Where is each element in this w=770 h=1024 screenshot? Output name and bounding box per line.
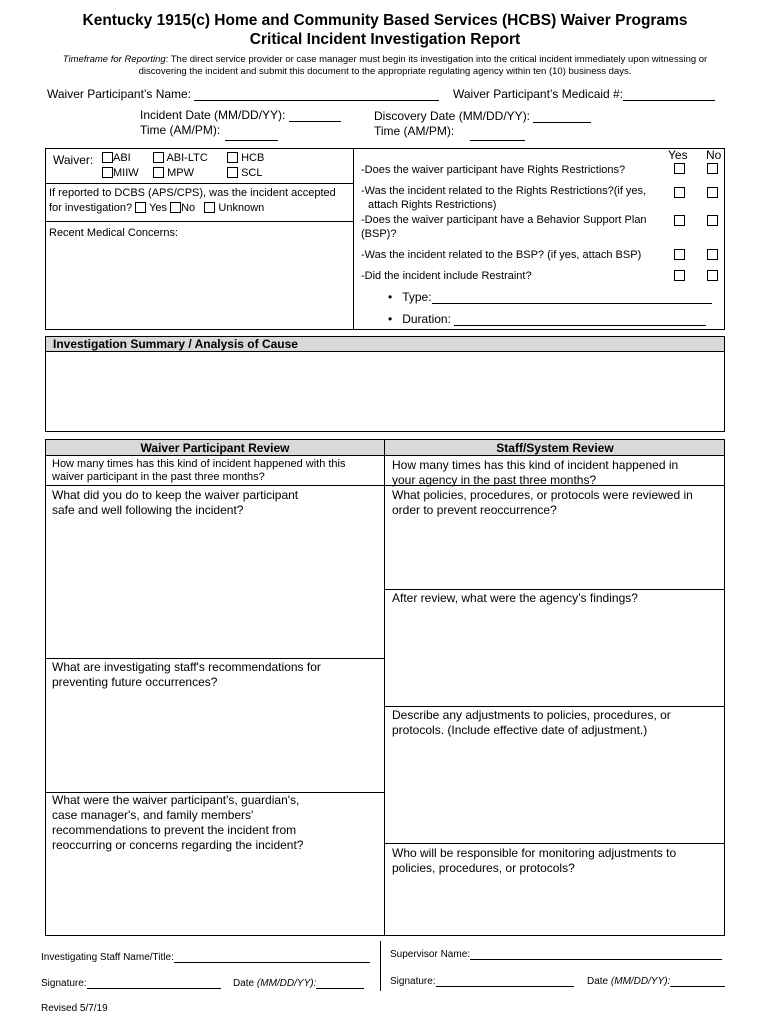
restraint-type-label: Type: — [402, 290, 432, 304]
restraint-duration-label: Duration: — [402, 312, 451, 326]
info-box-divider — [353, 148, 354, 330]
participant-name-field[interactable] — [47, 87, 439, 101]
staff-q1[interactable]: How many times has this kind of incident happened in your agency in the past three months? — [392, 458, 679, 487]
checkbox[interactable] — [102, 152, 113, 163]
rights-q2-yes-checkbox[interactable] — [674, 187, 685, 198]
row-divider — [384, 706, 725, 707]
staff-q3[interactable]: After review, what were the agency’s findings? — [392, 591, 638, 605]
staff-q4[interactable]: Describe any adjustments to policies, procedures, or protocols. (Include effective date of adjustment.) — [392, 708, 671, 737]
staff-q5[interactable]: Who will be responsible for monitoring adjustments to policies, procedures, or protocols? — [392, 846, 677, 875]
rights-q2-line2: attach Rights Restrictions) — [368, 199, 497, 211]
rights-q5-yes-checkbox[interactable] — [674, 270, 685, 281]
checkbox[interactable] — [227, 152, 238, 163]
row-divider — [384, 589, 725, 590]
checkbox[interactable] — [153, 152, 164, 163]
staff-name-field[interactable] — [41, 951, 370, 963]
checkbox[interactable] — [102, 167, 113, 178]
rights-q3-line1: -Does the waiver participant have a Behavior Support Plan — [361, 214, 647, 226]
form-subtitle: Critical Incident Investigation Report — [249, 31, 521, 48]
checkbox[interactable] — [227, 167, 238, 178]
rights-q1-no-checkbox[interactable] — [707, 163, 718, 174]
rights-q5: -Did the incident include Restraint? — [361, 270, 532, 282]
restraint-type-line[interactable] — [432, 291, 712, 304]
staff-signature-field[interactable] — [41, 977, 221, 989]
timeframe-label: Timeframe for Reporting — [62, 54, 166, 65]
discovery-date-line[interactable] — [533, 110, 591, 123]
bullet-icon: • — [388, 312, 393, 326]
staff-date-format: (MM/DD/YY): — [256, 978, 317, 989]
supervisor-signature-field[interactable] — [390, 975, 574, 987]
restraint-duration-line[interactable] — [454, 313, 706, 326]
supervisor-name-label: Supervisor Name: — [390, 949, 471, 960]
discovery-time-line[interactable] — [470, 140, 525, 141]
staff-date-line[interactable] — [316, 977, 364, 989]
review-header-divider — [45, 455, 725, 456]
incident-date-field[interactable] — [140, 108, 341, 122]
signature-divider — [380, 941, 381, 991]
dcbs-no-label: No — [181, 202, 196, 214]
restraint-duration-field[interactable] — [388, 312, 706, 326]
supervisor-name-field[interactable] — [390, 948, 722, 960]
staff-signature-label: Signature: — [41, 978, 87, 989]
staff-name-label: Investigating Staff Name/Title: — [41, 952, 174, 963]
bullet-icon: • — [388, 290, 393, 304]
supervisor-date-format: (MM/DD/YY): — [610, 976, 671, 987]
waiver-option-scl[interactable]: SCL — [227, 167, 262, 179]
staff-date-field[interactable] — [233, 977, 364, 989]
dcbs-yes-checkbox[interactable] — [135, 202, 146, 213]
supervisor-signature-line[interactable] — [436, 975, 574, 987]
rights-q4: -Was the incident related to the BSP? (if yes, attach BSP) — [361, 249, 642, 261]
dcbs-no-checkbox[interactable] — [170, 202, 181, 213]
incident-time-line[interactable] — [225, 140, 278, 141]
dcbs-row-divider — [45, 221, 353, 222]
staff-review-header: Staff/System Review — [496, 441, 614, 455]
incident-date-line[interactable] — [289, 109, 341, 122]
supervisor-signature-label: Signature: — [390, 976, 436, 987]
dcbs-question-line1: If reported to DCBS (APS/CPS), was the incident accepted — [49, 187, 336, 199]
staff-signature-line[interactable] — [87, 977, 221, 989]
waiver-option-hcb[interactable]: HCB — [227, 152, 264, 164]
supervisor-name-line[interactable] — [470, 948, 722, 960]
dcbs-question — [49, 202, 264, 214]
discovery-time-label: Time (AM/PM): — [374, 124, 455, 138]
incident-date-label: Incident Date (MM/DD/YY): — [140, 108, 286, 122]
review-column-divider — [384, 439, 385, 936]
waiver-option-abi-ltc[interactable]: ABI-LTC — [153, 152, 208, 164]
rights-q3-no-checkbox[interactable] — [707, 215, 718, 226]
restraint-type-field[interactable] — [388, 290, 712, 304]
medicaid-number-line[interactable] — [623, 88, 715, 101]
staff-name-line[interactable] — [174, 951, 370, 963]
rights-q3-yes-checkbox[interactable] — [674, 215, 685, 226]
col-no-header: No — [706, 148, 722, 162]
waiver-label: Waiver: — [53, 153, 94, 167]
medical-concerns-label: Recent Medical Concerns: — [49, 227, 179, 239]
discovery-date-label: Discovery Date (MM/DD/YY): — [374, 109, 531, 123]
rights-q4-yes-checkbox[interactable] — [674, 249, 685, 260]
incident-time-label: Time (AM/PM): — [140, 123, 221, 137]
participant-name-label: Waiver Participant’s Name: — [47, 87, 192, 101]
waiver-option-mpw[interactable]: MPW — [153, 167, 194, 179]
rights-q1-yes-checkbox[interactable] — [674, 163, 685, 174]
participant-review-header: Waiver Participant Review — [140, 441, 290, 455]
waiver-row-divider — [45, 183, 353, 184]
medicaid-number-label: Waiver Participant’s Medicaid #: — [453, 87, 624, 101]
participant-q1[interactable]: How many times has this kind of incident happened with this waiver participant in the past three months? — [52, 458, 346, 483]
dcbs-question-line2: for investigation? — [49, 202, 133, 214]
supervisor-date-label: Date — [587, 976, 611, 987]
row-divider — [45, 485, 384, 486]
rights-q3-line2: (BSP)? — [361, 228, 397, 240]
checkbox[interactable] — [153, 167, 164, 178]
supervisor-date-field[interactable] — [587, 975, 725, 987]
summary-textarea[interactable] — [45, 351, 725, 432]
supervisor-date-line[interactable] — [670, 975, 725, 987]
discovery-date-field[interactable] — [374, 109, 591, 123]
waiver-option-abi[interactable]: ABI — [102, 152, 131, 164]
participant-name-line[interactable] — [194, 88, 439, 101]
rights-q2-no-checkbox[interactable] — [707, 187, 718, 198]
dcbs-unknown-label: Unknown — [218, 202, 265, 214]
row-divider — [45, 658, 384, 659]
rights-q4-no-checkbox[interactable] — [707, 249, 718, 260]
rights-q5-no-checkbox[interactable] — [707, 270, 718, 281]
revision-note: Revised 5/7/19 — [41, 1003, 108, 1014]
participant-q2[interactable]: What did you do to keep the waiver participant safe and well following the incident? — [52, 488, 299, 517]
staff-q2[interactable]: What policies, procedures, or protocols were reviewed in order to prevent reoccurrence? — [392, 488, 693, 517]
dcbs-yes-label: Yes — [149, 202, 168, 214]
row-divider — [384, 843, 725, 844]
col-yes-header: Yes — [668, 148, 688, 162]
summary-header: Investigation Summary / Analysis of Cause — [45, 336, 725, 352]
rights-q1: -Does the waiver participant have Rights Restrictions? — [361, 164, 626, 176]
form-title: Kentucky 1915(c) Home and Community Based Services (HCBS) Waiver Programs — [82, 12, 688, 29]
medicaid-number-field[interactable] — [453, 87, 715, 101]
participant-q3[interactable]: What are investigating staff's recommendations for preventing future occurrences? — [52, 660, 321, 689]
dcbs-unknown-checkbox[interactable] — [204, 202, 215, 213]
waiver-option-miiw[interactable]: MIIW — [102, 167, 139, 179]
timeframe-note — [60, 54, 710, 78]
participant-q4[interactable]: What were the waiver participant's, guardian's, case manager's, and family members' recommendations to prevent the incident from reoccurring or concerns regarding the incident? — [52, 793, 304, 852]
rights-q2-line1: -Was the incident related to the Rights Restrictions?(if yes, — [361, 185, 647, 197]
timeframe-text: : The direct service provider or case manager must begin its investigation into the critical incident immediately upon witnessing or discovering the incident and submit this document to the appropriate regulating agency within ten (10) business days. — [138, 54, 708, 77]
staff-date-label: Date — [233, 978, 257, 989]
